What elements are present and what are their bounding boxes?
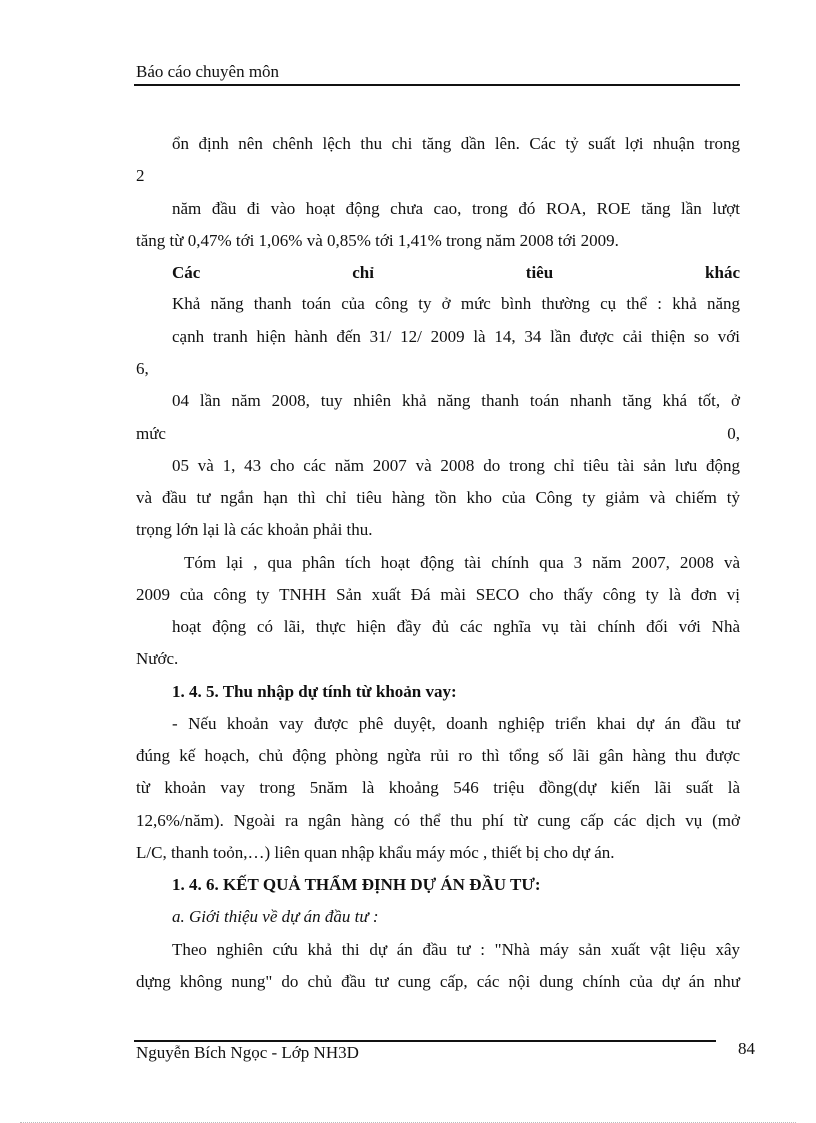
page-header-title: Báo cáo chuyên môn: [136, 62, 280, 81]
body-line: hoạt động có lãi, thực hiện đầy đủ các nghĩa vụ tài chính đối với Nhà: [172, 617, 740, 636]
section-heading-1-4-6: 1. 4. 6. KẾT QUẢ THẨM ĐỊNH DỰ ÁN ĐẦU TƯ:: [172, 875, 541, 894]
body-line: tăng từ 0,47% tới 1,06% và 0,85% tới 1,41% trong năm 2008 tới 2009.: [136, 231, 619, 250]
body-line: - Nếu khoản vay được phê duyệt, doanh nghiệp triển khai dự án đầu tư: [172, 714, 740, 733]
section-heading-1-4-5: 1. 4. 5. Thu nhập dự tính từ khoản vay:: [172, 682, 457, 701]
footer-rule: [134, 1040, 716, 1042]
body-line: 12,6%/năm). Ngoài ra ngân hàng có thể thu phí từ cung cấp các dịch vụ (mở: [136, 811, 740, 830]
body-line: Khả năng thanh toán của công ty ở mức bình thường cụ thể : khả năng: [172, 294, 740, 313]
body-line: 04 lần năm 2008, tuy nhiên khả năng thanh toán nhanh tăng khá tốt, ở: [172, 391, 740, 410]
page-number: 84: [738, 1039, 755, 1058]
body-line: 2009 của công ty TNHH Sản xuất Đá mài SECO cho thấy công ty là đơn vị: [136, 585, 740, 604]
body-line: từ khoản vay trong 5năm là khoảng 546 triệu đồng(dự kiến lãi suất là: [136, 778, 740, 797]
body-line: đúng kế hoạch, chủ động phòng ngừa rủi ro thì tổng số lãi gân hàng thu được: [136, 746, 740, 765]
body-line: trọng lớn lại là các khoản phải thu.: [136, 520, 373, 539]
body-line: L/C, thanh toỏn,…) liên quan nhập khẩu máy móc , thiết bị cho dự án.: [136, 843, 615, 862]
body-line: Tóm lại , qua phân tích hoạt động tài chính qua 3 năm 2007, 2008 và: [184, 553, 740, 572]
body-line: 6,: [136, 359, 149, 378]
header-rule: [134, 84, 740, 86]
body-line: Theo nghiên cứu khả thi dự án đầu tư : "Nhà máy sản xuất vật liệu xây: [172, 940, 740, 959]
body-line: 05 và 1, 43 cho các năm 2007 và 2008 do trong chỉ tiêu tài sản lưu động: [172, 456, 740, 475]
body-line: dựng không nung" do chủ đầu tư cung cấp, các nội dung chính của dự án như: [136, 972, 740, 991]
section-heading-other-indicators: Các chỉ tiêu khác: [172, 263, 740, 282]
subsection-heading-a: a. Giới thiệu về dự án đầu tư :: [172, 907, 379, 926]
body-line: 2: [136, 166, 145, 185]
body-line: và đầu tư ngắn hạn thì chỉ tiêu hàng tồn kho của Công ty giảm và chiếm tỷ: [136, 488, 740, 507]
body-line: cạnh tranh hiện hành đến 31/ 12/ 2009 là 14, 34 lần được cải thiện so với: [172, 327, 740, 346]
footer-author: Nguyễn Bích Ngọc - Lớp NH3D: [136, 1043, 359, 1062]
body-line: năm đầu đi vào hoạt động chưa cao, trong đó ROA, ROE tăng lần lượt: [172, 199, 740, 218]
body-line: ổn định nên chênh lệch thu chi tăng dần lên. Các tỷ suất lợi nhuận trong: [172, 134, 740, 153]
body-line: mức 0,: [136, 424, 740, 443]
body-line: Nước.: [136, 649, 179, 668]
